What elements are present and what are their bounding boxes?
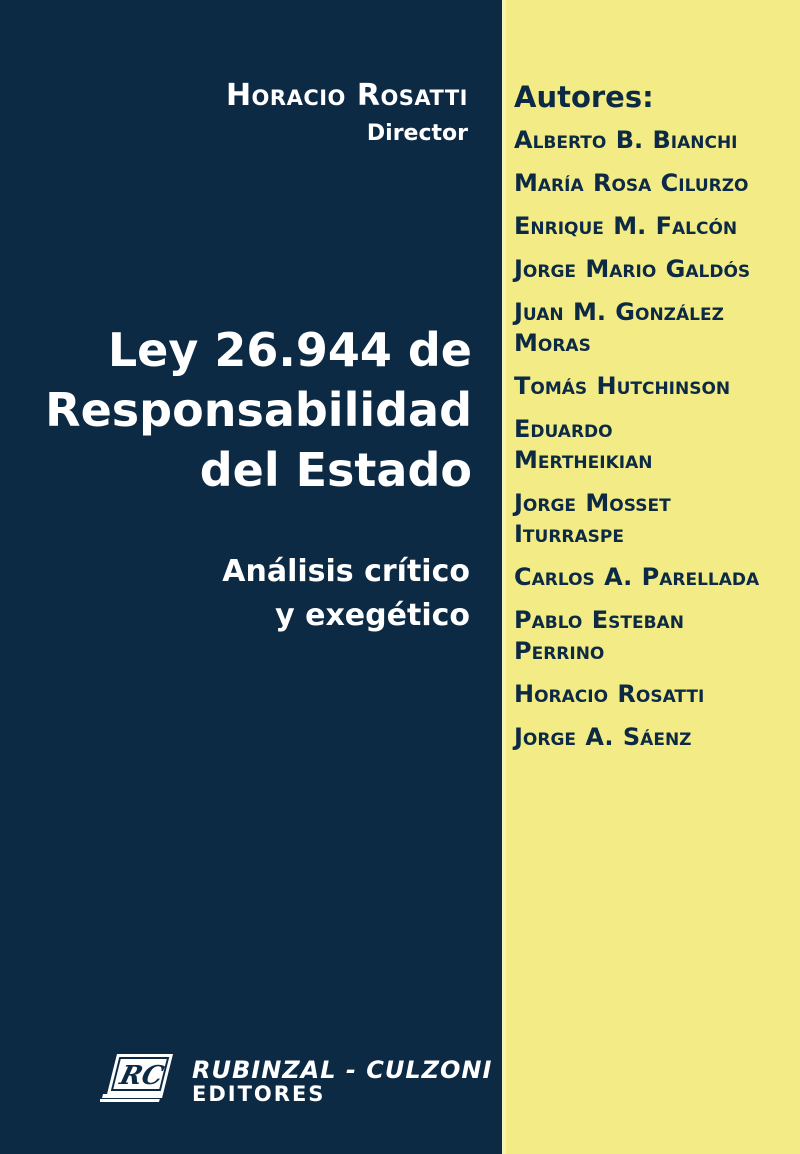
publisher-name: RUBINZAL - CULZONI bbox=[192, 1056, 493, 1084]
subtitle-line-2: y exegético bbox=[275, 598, 470, 633]
author-name-line: Pablo Esteban bbox=[514, 606, 684, 634]
author-name-line: Mertheikian bbox=[514, 446, 653, 474]
svg-text:RC: RC bbox=[116, 1060, 167, 1091]
author-name-line: Juan M. González bbox=[514, 298, 724, 326]
book-subtitle bbox=[222, 550, 470, 638]
author-name-line: Enrique M. Falcón bbox=[514, 212, 738, 240]
rc-book-logo-icon bbox=[100, 1050, 180, 1106]
author-name-line: Carlos A. Parellada bbox=[514, 563, 760, 591]
author-item bbox=[514, 297, 794, 359]
title-line-2: Responsabilidad bbox=[45, 383, 472, 437]
author-item bbox=[514, 722, 794, 753]
author-name-line: María Rosa Cilurzo bbox=[514, 169, 749, 197]
director-role: Director bbox=[366, 121, 468, 146]
author-item bbox=[514, 414, 794, 476]
author-item bbox=[514, 679, 794, 710]
author-item bbox=[514, 562, 794, 593]
subtitle-line-1: Análisis crítico bbox=[222, 554, 470, 589]
author-name-line: Jorge A. Sáenz bbox=[514, 723, 692, 751]
author-name-line: Eduardo bbox=[514, 415, 613, 443]
author-name-line: Tomás Hutchinson bbox=[514, 372, 731, 400]
author-name-line: Moras bbox=[514, 329, 591, 357]
author-item bbox=[514, 254, 794, 285]
author-item bbox=[514, 125, 794, 156]
director-name: Horacio Rosatti bbox=[225, 78, 468, 113]
book-title bbox=[45, 320, 472, 500]
title-line-1: Ley 26.944 de bbox=[107, 323, 472, 377]
author-name-line: Iturraspe bbox=[514, 520, 624, 548]
author-item bbox=[514, 211, 794, 242]
author-item bbox=[514, 488, 794, 550]
publisher-block bbox=[100, 1050, 493, 1110]
author-name-line: Jorge Mario Galdós bbox=[514, 255, 751, 283]
authors-list bbox=[514, 125, 794, 765]
author-name-line: Jorge Mosset bbox=[514, 489, 671, 517]
author-name-line: Alberto B. Bianchi bbox=[514, 126, 738, 154]
publisher-subname: EDITORES bbox=[192, 1082, 326, 1106]
author-name-line: Horacio Rosatti bbox=[514, 680, 705, 708]
author-item bbox=[514, 371, 794, 402]
author-name-line: Perrino bbox=[514, 637, 605, 665]
authors-heading: Autores: bbox=[514, 80, 654, 114]
author-item bbox=[514, 168, 794, 199]
author-item bbox=[514, 605, 794, 667]
title-line-3: del Estado bbox=[199, 443, 472, 497]
